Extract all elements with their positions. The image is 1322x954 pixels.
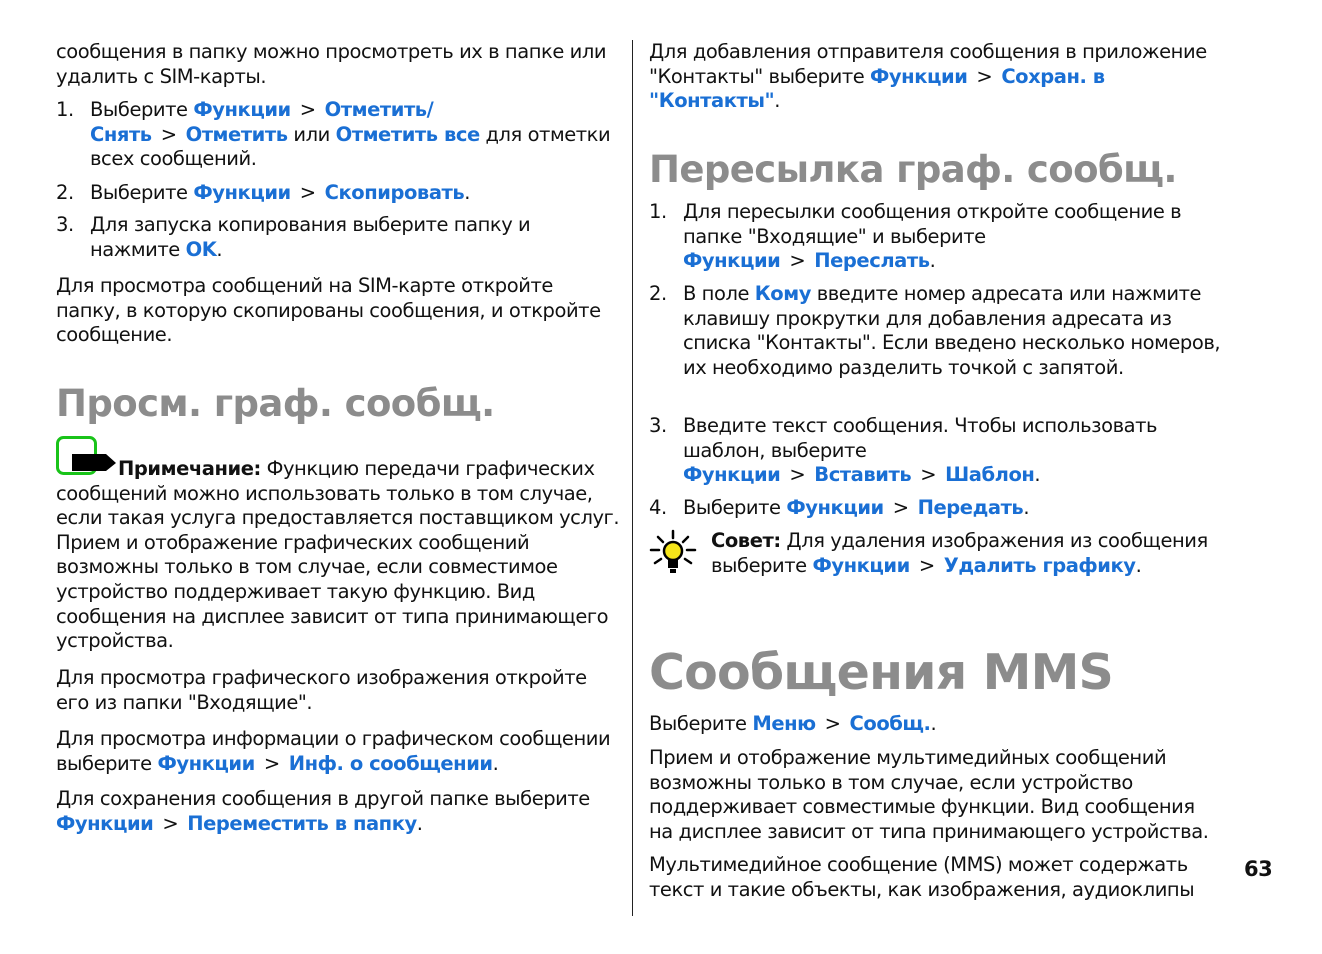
mms-content-paragraph: Мультимедийное сообщение (MMS) может содержать текст и такие объекты, как изображения, аудиоклипы [649,853,1195,901]
menu-functions[interactable]: Функции [157,751,255,775]
menu-mark-unmark[interactable]: Отметить/Снять [90,98,434,146]
menu-mark[interactable]: Отметить [185,122,288,146]
note-paragraph: Примечание: Функцию передачи графических сообщений можно использовать только в том случае, если такая услуга предоставляется поставщиком услуг. Прием и отображение графических сообщений возможны только в том случае, если совместимое устройство поддерживает такую функцию. Вид сообщения на дисплее зависит от типа принимающего устройства. [56,457,620,653]
mms-receive-paragraph: Прием и отображение мультимедийных сообщений возможны только в том случае, если устройство поддерживает совместимые функции. Вид сообщения на дисплее зависит от типа принимающего устройства. [649,746,1209,843]
menu-functions[interactable]: Функции [683,463,781,487]
list-item: 1. Выберите Функции > Отметить/Снять > Отметить или Отметить все для отметки всех сообщений. [56,98,611,171]
menu-functions[interactable]: Функции [812,553,910,577]
info-paragraph: Для просмотра информации о графическом сообщении выберите Функции > Инф. о сообщении. [56,727,611,775]
menu-message-info[interactable]: Инф. о сообщении [288,751,493,775]
add-contact-paragraph: Для добавления отправителя сообщения в приложение "Контакты" выберите Функции > Сохран. в "Контакты". [649,40,1207,113]
select-menu-paragraph: Выберите Меню > Сообщ.. [649,712,937,735]
list-item: 1. Для пересылки сообщения откройте сообщение в папке "Входящие" и выберите Функции > Переслать. [649,200,1182,273]
menu-insert[interactable]: Вставить [814,463,912,487]
list-item: 3. Для запуска копирования выберите папку и нажмите OK. [56,213,531,261]
menu-messaging[interactable]: Сообщ. [849,712,931,735]
menu-copy[interactable]: Скопировать [324,181,465,204]
intro-paragraph: сообщения в папку можно просмотреть их в папке или удалить с SIM-карты. [56,40,607,88]
tip-block: Совет: Для удаления изображения из сообщения выберите Функции > Удалить графику. [711,529,1208,577]
section-heading-forward-picture: Пересылка граф. сообщ. [649,148,1177,191]
menu-functions[interactable]: Функции [56,811,154,835]
sim-view-paragraph: Для просмотра сообщений на SIM-карте откройте папку, в которую скопированы сообщения, и откройте сообщение. [56,274,601,347]
menu-functions[interactable]: Функции [193,181,291,204]
list-item: 3. Введите текст сообщения. Чтобы использовать шаблон, выберите Функции > Вставить > Шаблон. [649,414,1158,487]
tip-icon [649,529,697,577]
column-divider [632,40,633,916]
menu-functions[interactable]: Функции [870,64,968,88]
menu-mark-all[interactable]: Отметить все [335,122,480,146]
menu-move-to-folder[interactable]: Переместить в папку [187,811,417,835]
page-number: 63 [1244,857,1273,881]
field-to[interactable]: Кому [754,282,811,305]
menu-forward[interactable]: Переслать [814,249,930,273]
list-item: 2. В поле Кому введите номер адресата или нажмите клавишу прокрутки для добавления адресата из списка "Контакты". Если введено несколько номеров, их необходимо разделить точкой с запятой. [649,282,1221,379]
ok-option[interactable]: OK [185,237,217,261]
menu-functions[interactable]: Функции [193,98,291,121]
note-label: Примечание: [118,457,261,480]
list-item: 4. Выберите Функции > Передать. [649,496,1030,519]
menu-send[interactable]: Передать [917,496,1024,519]
move-paragraph: Для сохранения сообщения в другой папке выберите Функции > Переместить в папку. [56,787,590,835]
section-heading-view-picture: Просм. граф. сообщ. [56,382,495,425]
menu-functions[interactable]: Функции [683,249,781,273]
view-picture-paragraph: Для просмотра графического изображения откройте его из папки "Входящие". [56,666,587,714]
menu-functions[interactable]: Функции [786,496,884,519]
list-item: 2. Выберите Функции > Скопировать. [56,181,471,204]
menu-template[interactable]: Шаблон [945,463,1035,487]
section-heading-mms: Сообщения MMS [649,644,1114,701]
menu-delete-picture[interactable]: Удалить графику [943,553,1136,577]
menu-save-to-contacts[interactable]: Сохран. в "Контакты" [649,64,1105,113]
menu-main[interactable]: Меню [752,712,816,735]
tip-label: Совет: [711,529,781,552]
